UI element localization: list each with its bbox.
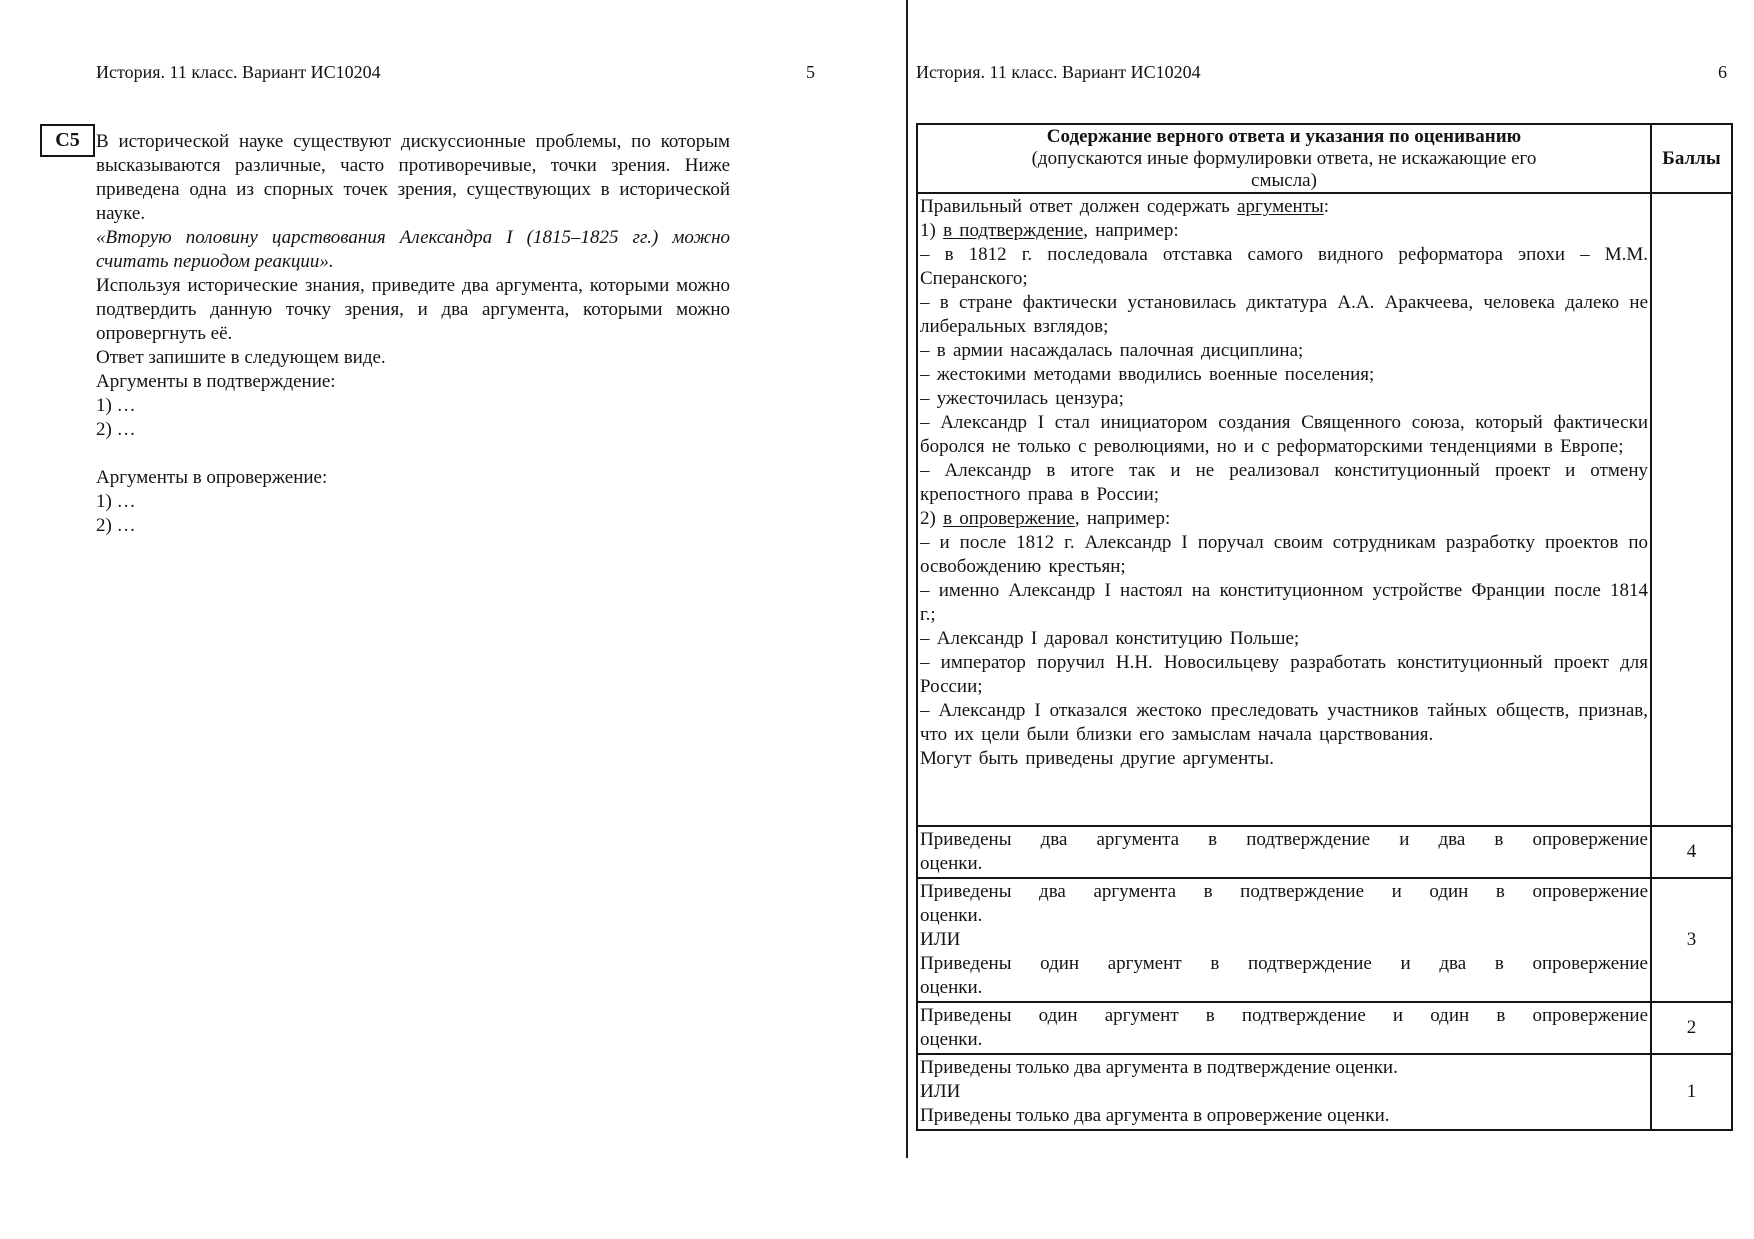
page-number-left: 5 bbox=[806, 62, 815, 82]
criteria-line: оценки. bbox=[920, 977, 983, 998]
score-row bbox=[918, 1053, 1731, 1129]
task-text bbox=[96, 130, 730, 538]
answer-paragraph: – в 1812 г. последовала отставка самого видного реформатора эпохи – М.М. Сперанского; bbox=[920, 244, 1648, 289]
criteria-line: Приведены только два аргумента в опровержение оценки. bbox=[920, 1105, 1390, 1126]
running-header-left: История. 11 класс. Вариант ИС10204 bbox=[96, 62, 381, 82]
score-row bbox=[918, 877, 1731, 1001]
page-number-right: 6 bbox=[1718, 62, 1727, 82]
answer-paragraph: – ужесточилась цензура; bbox=[920, 388, 1124, 409]
answer-paragraph: – именно Александр I настоял на конституционном устройстве Франции после 1814 г.; bbox=[920, 580, 1648, 625]
answer-paragraph: – и после 1812 г. Александр I поручал своим сотрудникам разработку проектов по освобождению крестьян; bbox=[920, 532, 1648, 577]
criteria-cell bbox=[918, 879, 1650, 1001]
answer-paragraph: – в стране фактически установилась диктатура А.А. Аракчеева, человека далеко не либеральных взглядов; bbox=[920, 292, 1648, 337]
task-paragraph: 2) … bbox=[96, 419, 136, 440]
answer-score-cell bbox=[1650, 194, 1731, 825]
score-cell: 2 bbox=[1650, 1003, 1731, 1053]
criteria-header-title: Содержание верного ответа и указания по оцениванию bbox=[1046, 126, 1522, 147]
criteria-line: Приведены два аргумента в подтверждение и два в опровержение bbox=[920, 829, 1648, 850]
answer-paragraph: Правильный ответ должен содержать аргументы: bbox=[920, 196, 1330, 217]
task-paragraph: Аргументы в опровержение: bbox=[96, 467, 328, 488]
task-paragraph: 1) … bbox=[96, 395, 136, 416]
answer-content bbox=[918, 194, 1650, 825]
score-rows bbox=[918, 825, 1731, 1129]
score-row bbox=[918, 1001, 1731, 1053]
criteria-line: Приведены один аргумент в подтверждение и один в опровержение bbox=[920, 1005, 1648, 1026]
score-cell: 1 bbox=[1650, 1055, 1731, 1129]
score-header-cell: Баллы bbox=[1650, 125, 1731, 192]
paragraph-spacer bbox=[96, 442, 730, 466]
criteria-header-subtitle: (допускаются иные формулировки ответа, не искажающие его смысла) bbox=[1031, 148, 1537, 191]
answer-paragraph: – Александр I отказался жестоко преследовать участников тайных обществ, признав, что их цели были близки его замыслам начала царствования. bbox=[920, 700, 1648, 745]
task-paragraph: 2) … bbox=[96, 515, 136, 536]
score-cell: 4 bbox=[1650, 827, 1731, 877]
criteria-line: Приведены один аргумент в подтверждение и два в опровержение bbox=[920, 953, 1648, 974]
criteria-line: Приведены два аргумента в подтверждение и один в опровержение bbox=[920, 881, 1648, 902]
answer-paragraph: 2) в опровержение, например: bbox=[920, 508, 1171, 529]
scoring-table bbox=[916, 123, 1733, 1131]
criteria-line: оценки. bbox=[920, 905, 983, 926]
task-label-box bbox=[40, 124, 95, 157]
answer-paragraph: – Александр в итоге так и не реализовал конституционный проект и отмену крепостного права в России; bbox=[920, 460, 1648, 505]
criteria-cell bbox=[918, 827, 1650, 877]
task-label: С5 bbox=[55, 129, 80, 151]
criteria-line: оценки. bbox=[920, 1029, 983, 1050]
criteria-cell bbox=[918, 1055, 1650, 1129]
task-paragraph: В исторической науке существуют дискуссионные проблемы, по которым высказываются различные, часто противоречивые, точки зрения. Ниже приведена одна из спорных точек зрения, существующих в исторической науке. bbox=[96, 131, 730, 224]
answer-paragraph: Могут быть приведены другие аргументы. bbox=[920, 748, 1275, 769]
criteria-line: Приведены только два аргумента в подтверждение оценки. bbox=[920, 1057, 1398, 1078]
answer-paragraph: 1) в подтверждение, например: bbox=[920, 220, 1179, 241]
task-paragraph: Ответ запишите в следующем виде. bbox=[96, 347, 386, 368]
task-paragraph: Аргументы в подтверждение: bbox=[96, 371, 336, 392]
task-paragraph: «Вторую половину царствования Александра I (1815–1825 гг.) можно считать периодом реакции». bbox=[96, 227, 730, 272]
task-paragraph: Используя исторические знания, приведите два аргумента, которыми можно подтвердить данную точку зрения, и два аргумента, которыми можно опровергнуть её. bbox=[96, 275, 730, 344]
answer-paragraph: – Александр I стал инициатором создания Священного союза, который фактически боролся не только с революциями, но и с реформаторскими тенденциями в Европе; bbox=[920, 412, 1648, 457]
answer-paragraph: – император поручил Н.Н. Новосильцеву разработать конституционный проект для России; bbox=[920, 652, 1648, 697]
criteria-line: ИЛИ bbox=[920, 929, 961, 950]
answer-paragraph: – Александр I даровал конституцию Польше; bbox=[920, 628, 1300, 649]
score-row bbox=[918, 825, 1731, 877]
criteria-line: ИЛИ bbox=[920, 1081, 961, 1102]
page-divider bbox=[906, 0, 908, 1158]
answer-paragraph: – жестокими методами вводились военные поселения; bbox=[920, 364, 1375, 385]
criteria-header-cell bbox=[918, 125, 1650, 192]
criteria-cell bbox=[918, 1003, 1650, 1053]
answer-paragraph: – в армии насаждалась палочная дисциплина; bbox=[920, 340, 1304, 361]
scoring-table-header-row bbox=[918, 125, 1731, 192]
criteria-line: оценки. bbox=[920, 853, 983, 874]
running-header-right: История. 11 класс. Вариант ИС10204 bbox=[916, 62, 1201, 82]
task-paragraph: 1) … bbox=[96, 491, 136, 512]
answer-row bbox=[918, 192, 1731, 825]
score-cell: 3 bbox=[1650, 879, 1731, 1001]
